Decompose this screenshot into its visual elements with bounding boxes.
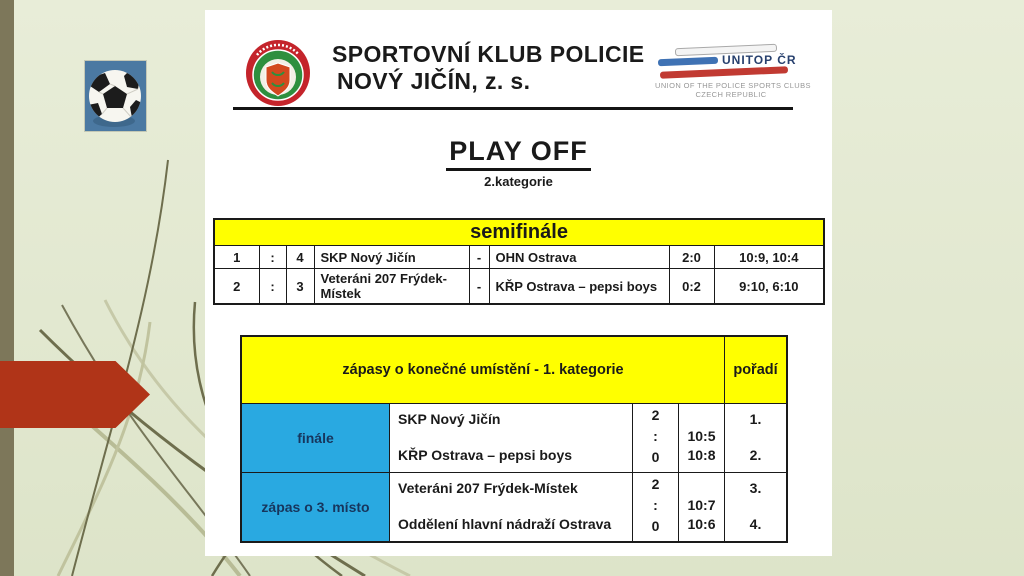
round-label: finále bbox=[242, 404, 390, 472]
placement-header: zápasy o konečné umístění - 1. kategorie bbox=[242, 337, 725, 403]
rank-1: 1. bbox=[749, 411, 762, 427]
unitop-subtitle-line2: CZECH REPUBLIC bbox=[695, 90, 767, 99]
semifinal-table bbox=[213, 218, 825, 305]
team-1: SKP Nový Jičín bbox=[314, 246, 469, 269]
club-name-line1: SPORTOVNÍ KLUB POLICIE bbox=[332, 41, 645, 67]
flag-stripe-blue bbox=[658, 57, 718, 67]
rank-header: pořadí bbox=[725, 337, 786, 403]
set-1: 10:7 bbox=[687, 497, 716, 513]
score-colon: : bbox=[259, 269, 286, 305]
unitop-name: UNITOP ČR bbox=[722, 53, 797, 67]
score-bottom: 0 bbox=[651, 518, 660, 534]
header-divider bbox=[233, 107, 793, 110]
sets-cell bbox=[679, 404, 725, 472]
semifinal-title: semifinále bbox=[214, 219, 824, 246]
semifinal-row-1 bbox=[214, 246, 824, 269]
set-1: 10:5 bbox=[687, 428, 716, 444]
unitop-subtitle-line1: UNION OF THE POLICE SPORTS CLUBS bbox=[655, 81, 811, 90]
page-subtitle: 2.kategorie bbox=[484, 174, 553, 189]
semifinal-row-2 bbox=[214, 269, 824, 305]
score-colon: : bbox=[653, 497, 658, 513]
round-label: zápas o 3. místo bbox=[242, 473, 390, 541]
unitop-flag-icon bbox=[655, 45, 807, 79]
placement-header-row bbox=[242, 337, 786, 404]
title-block bbox=[205, 136, 832, 189]
teams-cell bbox=[390, 404, 633, 472]
unitop-subtitle bbox=[655, 81, 811, 99]
team-1: SKP Nový Jičín bbox=[398, 411, 501, 427]
score-a: 1 bbox=[214, 246, 259, 269]
rank-2: 4. bbox=[749, 516, 762, 532]
score-cell bbox=[633, 473, 679, 541]
rank-1: 3. bbox=[749, 480, 762, 496]
content-panel bbox=[205, 10, 832, 556]
page-title: PLAY OFF bbox=[446, 136, 591, 171]
score-bottom: 0 bbox=[651, 449, 660, 465]
vs-dash: - bbox=[469, 269, 489, 305]
score-cell bbox=[633, 404, 679, 472]
team-2: Oddělení hlavní nádraží Ostrava bbox=[398, 516, 612, 532]
red-arrow-shape bbox=[0, 361, 150, 428]
team-2: KŘP Ostrava – pepsi boys bbox=[398, 447, 573, 463]
set-scores: 9:10, 6:10 bbox=[714, 269, 824, 305]
club-name-line2: NOVÝ JIČÍN, z. s. bbox=[337, 68, 531, 94]
third-place-row bbox=[242, 473, 786, 541]
set-scores: 10:9, 10:4 bbox=[714, 246, 824, 269]
team-2: OHN Ostrava bbox=[489, 246, 669, 269]
final-row bbox=[242, 404, 786, 473]
set-2: 10:8 bbox=[687, 447, 716, 463]
soccer-ball-icon bbox=[85, 61, 146, 131]
rank-2: 2. bbox=[749, 447, 762, 463]
score-top: 2 bbox=[651, 476, 660, 492]
team-2: KŘP Ostrava – pepsi boys bbox=[489, 269, 669, 305]
flag-stripe-red bbox=[660, 66, 788, 79]
sets-cell bbox=[679, 473, 725, 541]
score-b: 4 bbox=[286, 246, 314, 269]
placement-table bbox=[240, 335, 788, 543]
team-1: Veteráni 207 Frýdek-Místek bbox=[398, 480, 578, 496]
vs-dash: - bbox=[469, 246, 489, 269]
rank-cell bbox=[725, 473, 786, 541]
club-crest-icon bbox=[245, 39, 311, 107]
score-top: 2 bbox=[651, 407, 660, 423]
team-1: Veteráni 207 Frýdek-Místek bbox=[314, 269, 469, 305]
score-colon: : bbox=[259, 246, 286, 269]
club-name bbox=[332, 41, 645, 95]
score-a: 2 bbox=[214, 269, 259, 305]
set-2: 10:6 bbox=[687, 516, 716, 532]
unitop-logo bbox=[655, 45, 811, 99]
match-score: 0:2 bbox=[669, 269, 714, 305]
score-b: 3 bbox=[286, 269, 314, 305]
teams-cell bbox=[390, 473, 633, 541]
match-score: 2:0 bbox=[669, 246, 714, 269]
left-accent-bar bbox=[0, 0, 14, 576]
score-colon: : bbox=[653, 428, 658, 444]
rank-cell bbox=[725, 404, 786, 472]
